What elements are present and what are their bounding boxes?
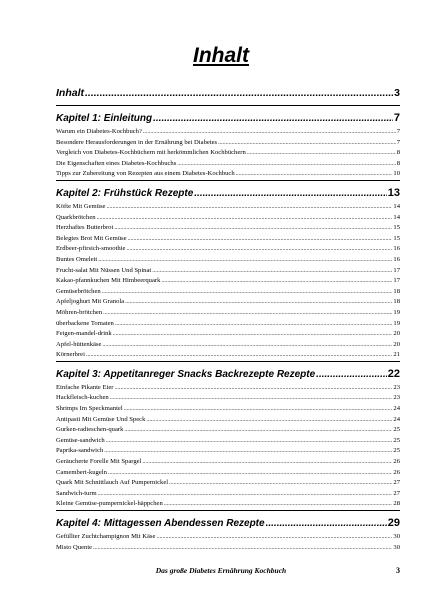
toc-entry-label: Apfel-hüttenkäse	[56, 340, 102, 348]
toc-entry-page: 17	[393, 266, 400, 274]
toc-entry[interactable]	[56, 255, 400, 266]
toc-entry-label: Shrimps Im Speckmantel	[56, 405, 123, 413]
toc-entry[interactable]	[56, 329, 400, 340]
toc-entry-label: Kleine Gemüse-pumpernickel-häppchen	[56, 500, 163, 508]
toc-entry[interactable]	[56, 244, 400, 255]
toc-entry[interactable]	[56, 350, 400, 361]
toc-entry-page: 20	[393, 340, 400, 348]
toc-entry-page: 15	[393, 224, 400, 232]
toc-chapter-3[interactable]	[56, 365, 400, 380]
toc-entry-page: 8	[396, 149, 400, 157]
toc-entry[interactable]	[56, 319, 400, 330]
toc-entry-label: Frucht-salat Mit Nüssen Und Spinat	[56, 266, 152, 274]
toc-entry-page: 30	[393, 543, 400, 551]
toc-entry-label: Köfte Mit Gemüse	[56, 202, 106, 210]
toc-entry[interactable]	[56, 127, 400, 138]
toc-entry[interactable]	[56, 478, 400, 489]
page-title: Inhalt	[193, 44, 249, 67]
toc-entry-page: 17	[393, 277, 400, 285]
toc-entry[interactable]	[56, 287, 400, 298]
toc-entry-page: 27	[393, 489, 400, 497]
toc-entry-label: Erdbeer-pfirsich-smoothie	[56, 245, 126, 253]
dot-leader	[161, 276, 392, 287]
dot-leader	[106, 436, 393, 447]
toc-entry[interactable]	[56, 169, 400, 180]
toc-entry-page: 23	[393, 383, 400, 391]
dot-leader	[125, 297, 392, 308]
dot-leader	[98, 255, 392, 266]
toc-entry-page: 28	[393, 500, 400, 508]
toc-entry[interactable]	[56, 499, 400, 510]
toc-chapter-1[interactable]	[56, 109, 400, 124]
toc-entry-page: 18	[393, 298, 400, 306]
toc-entry[interactable]	[56, 404, 400, 415]
dot-leader	[142, 457, 392, 468]
dot-leader	[104, 446, 392, 457]
toc-entry[interactable]	[56, 148, 400, 159]
dot-leader	[124, 425, 392, 436]
toc-entry-page: 19	[393, 319, 400, 327]
toc-entry[interactable]	[56, 159, 400, 170]
toc-chapter-4[interactable]	[56, 514, 400, 529]
toc-entry[interactable]	[56, 457, 400, 468]
toc-entry-label: Misto Quente	[56, 543, 93, 551]
toc-entry-page: 16	[393, 255, 400, 263]
toc-entry-label: Möhren-brötchen	[56, 308, 103, 316]
toc-chapter-2[interactable]	[56, 184, 400, 199]
toc-entry-page: 26	[393, 468, 400, 476]
toc-entry[interactable]	[56, 223, 400, 234]
dot-leader	[164, 499, 393, 510]
toc-entry-page: 27	[393, 479, 400, 487]
dot-leader	[156, 532, 392, 543]
toc-chapter-page: 22	[387, 367, 400, 380]
toc-entry[interactable]	[56, 308, 400, 319]
dot-leader	[153, 113, 393, 124]
toc-entry-page: 7	[396, 138, 400, 146]
toc-entry[interactable]	[56, 340, 400, 351]
dot-leader	[218, 138, 396, 149]
toc-entry[interactable]	[56, 446, 400, 457]
toc-entry[interactable]	[56, 532, 400, 543]
dot-leader	[177, 159, 395, 170]
toc-entry-page: 19	[393, 308, 400, 316]
chapter-separator-line	[56, 180, 400, 181]
toc-entry-label: Camembert-kugeln	[56, 468, 107, 476]
dot-leader	[97, 213, 393, 224]
toc-entry[interactable]	[56, 213, 400, 224]
toc-entry-page: 30	[393, 533, 400, 540]
toc-entry-label: Gurken-radieschen-quark	[56, 426, 124, 434]
dot-leader	[169, 478, 392, 489]
toc-entry-page: 21	[393, 351, 400, 359]
toc-entry-label: Quark Mit Schnittlauch Auf Pumpernickel	[56, 479, 169, 487]
footer-page-number: 3	[396, 566, 400, 575]
dot-leader	[247, 148, 396, 159]
toc-entry-label: Sandwich-turm	[56, 489, 97, 497]
dot-leader	[113, 329, 393, 340]
toc-entry-page: 24	[393, 415, 400, 423]
toc-entry-page: 23	[393, 394, 400, 402]
toc-entry[interactable]	[56, 297, 400, 308]
toc-chapter-label: Kapitel 2: Frühstück Rezepte	[56, 187, 194, 199]
toc-chapter-label: Kapitel 3: Appetitanreger Snacks Backrezepte Rezepte	[56, 368, 316, 380]
dot-leader	[114, 223, 392, 234]
toc-entry-label: Paprika-sandwich	[56, 447, 104, 455]
dot-leader	[126, 244, 392, 255]
dot-leader	[128, 234, 393, 245]
toc-entry-page: 3	[394, 87, 400, 99]
toc-entry-label: Apfeljoghurt Mit Granola	[56, 298, 125, 306]
dot-leader	[194, 188, 386, 199]
toc-entry[interactable]	[56, 489, 400, 500]
table-of-contents	[56, 84, 400, 553]
dot-leader	[86, 350, 392, 361]
toc-entry-label: Die Eigenschaften eines Diabetes-Kochbuchs	[56, 159, 177, 167]
toc-entry[interactable]	[56, 393, 400, 404]
toc-entry-label: Geräucherte Forelle Mit Spargel	[56, 458, 142, 466]
toc-entry-label: Herzhaftes Butterbrot	[56, 224, 114, 232]
toc-entry-label: Besondere Herausforderungen in der Ernährung bei Diabetes	[56, 138, 218, 146]
toc-entry[interactable]	[56, 202, 400, 213]
dot-leader	[152, 266, 392, 277]
toc-entry-label: Körnerbrei	[56, 351, 85, 359]
toc-entry[interactable]	[56, 138, 400, 149]
toc-entry-page: 15	[393, 234, 400, 242]
toc-entry-label: Warum ein Diabetes-Kochbuch?	[56, 128, 142, 135]
toc-entry-page: 25	[393, 436, 400, 444]
toc-entry-label: Belegtes Brot Mit Gemüse	[56, 234, 127, 242]
dot-leader	[266, 518, 387, 529]
toc-entry[interactable]	[56, 543, 400, 554]
dot-leader	[98, 489, 393, 500]
toc-entry-page: 25	[393, 447, 400, 455]
toc-entry[interactable]	[56, 234, 400, 245]
chapter-separator-line	[56, 510, 400, 511]
toc-entry-page: 8	[396, 159, 400, 167]
toc-entry-label: Gefüllter Zuchtchampignon Mit Käse	[56, 533, 156, 540]
toc-entry-label: Gemüse-sandwich	[56, 436, 105, 444]
dot-leader	[102, 340, 392, 351]
chapter-separator-line	[56, 361, 400, 362]
dot-leader	[146, 415, 392, 426]
toc-entry-label: Inhalt	[56, 87, 84, 99]
toc-entry[interactable]	[56, 276, 400, 287]
toc-entry-page: 14	[393, 202, 400, 210]
toc-entry[interactable]	[56, 468, 400, 479]
toc-entry-page: 18	[393, 287, 400, 295]
chapter-separator-line	[56, 105, 400, 106]
toc-entry[interactable]	[56, 266, 400, 277]
dot-leader	[236, 169, 393, 180]
toc-entry[interactable]	[56, 383, 400, 394]
page-footer	[0, 566, 442, 580]
dot-leader	[93, 543, 392, 554]
toc-entry-label: Hackfleisch-kuchen	[56, 394, 109, 402]
toc-entry-label: Gemüsebrötchen	[56, 287, 101, 295]
toc-entry-page: 16	[393, 245, 400, 253]
dot-leader	[143, 127, 396, 138]
toc-entry[interactable]	[56, 415, 400, 426]
dot-leader	[115, 319, 393, 330]
toc-entry-page: 7	[396, 128, 400, 135]
dot-leader	[85, 87, 393, 99]
footer-book-title: Das große Diabetes Ernährung Kochbuch	[155, 566, 287, 575]
dot-leader	[106, 202, 392, 213]
dot-leader	[102, 287, 393, 298]
toc-chapter-page: 13	[387, 186, 400, 199]
toc-entry-page: 24	[393, 405, 400, 413]
dot-leader	[103, 308, 392, 319]
dot-leader	[115, 383, 393, 394]
dot-leader	[110, 393, 393, 404]
toc-entry-label: Vergleich von Diabetes-Kochbüchern mit herkömmlichen Kochbüchern	[56, 149, 246, 157]
toc-chapter-page: 7	[393, 112, 400, 124]
toc-entry-label: Einfache Pikante Eier	[56, 383, 114, 391]
toc-entry-label: Quarkbrötchen	[56, 213, 96, 221]
toc-entry-inhalt[interactable]	[56, 84, 400, 99]
toc-entry-page: 14	[393, 213, 400, 221]
toc-entry-page: 10	[393, 170, 400, 178]
toc-chapter-label: Kapitel 4: Mittagessen Abendessen Rezepte	[56, 518, 265, 529]
toc-entry-page: 25	[393, 426, 400, 434]
toc-entry-label: überbackene Tomaten	[56, 319, 114, 327]
toc-entry-page: 20	[393, 330, 400, 338]
dot-leader	[316, 369, 387, 380]
toc-entry-label: Kakao-pfannkuchen Mit Himbeerquark	[56, 277, 161, 285]
toc-entry-label: Buntes Omelett	[56, 255, 98, 263]
dot-leader	[108, 468, 393, 479]
dot-leader	[124, 404, 393, 415]
toc-entry[interactable]	[56, 425, 400, 436]
toc-entry-label: Tipps zur Zubereitung von Rezepten aus einem Diabetes-Kochbuch	[56, 170, 235, 178]
toc-entry-label: Feigen-mandel-drink	[56, 330, 112, 338]
toc-chapter-label: Kapitel 1: Einleitung	[56, 113, 153, 124]
toc-chapter-page: 29	[387, 517, 400, 529]
toc-entry-page: 26	[393, 458, 400, 466]
toc-entry[interactable]	[56, 436, 400, 447]
toc-entry-label: Antipasti Mit Gemüse Und Speck	[56, 415, 146, 423]
